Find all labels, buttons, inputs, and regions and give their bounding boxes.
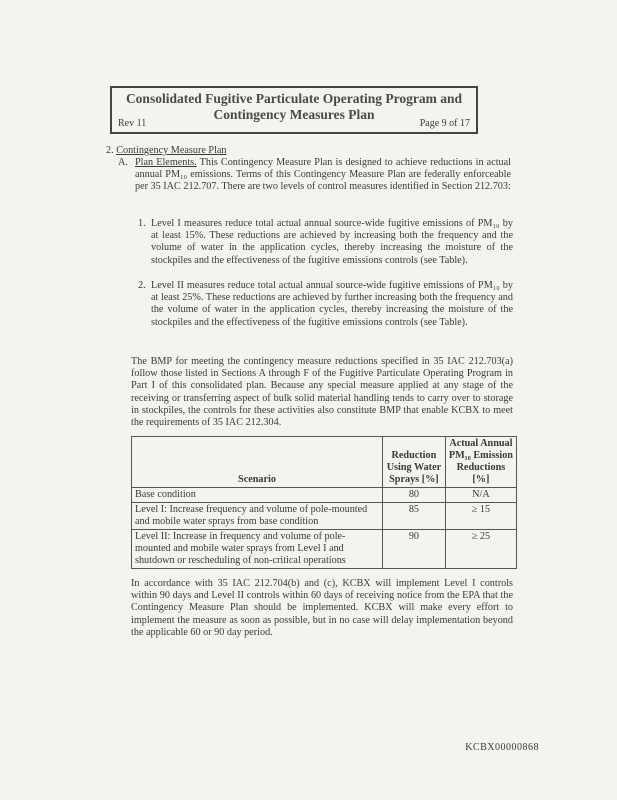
level-2-text: Level II measures reduce total actual annual source-wide fugitive emissions of PM₁₀ by at least 25%. These reductions are achieved by further increasing both the frequency and the volume of water in the application cycles, thereby increasing the moisture of the stockpiles and the effectiveness of the fugitive emissions controls (see Table). [151,280,513,328]
header-box [110,86,478,134]
implementation-paragraph: In accordance with 35 IAC 212.704(b) and (c), KCBX will implement Level I controls within 90 days and Level II controls within 60 days of receiving notice from the EPA that the Contingency Measure Plan should be implemented. KCBX will make every effort to implement the measure as soon as possible, but in no case will delay implementation beyond the applicable 60 or 90 day period. [131,578,513,638]
header-reduction: Reduction Using Water Sprays [%] [383,437,446,488]
table-header-row [132,437,517,488]
row-scenario: Level II: Increase in frequency and volume of pole-mounted and mobile water sprays from Level I and shutdown or rescheduling of non-critical operations [132,530,383,569]
item-text [135,157,511,194]
revision-label: Rev 11 [118,118,147,129]
level-1-number: 1. [138,218,146,229]
row-actual: N/A [445,488,516,503]
table-row [132,503,517,530]
page-number: Page 9 of 17 [419,118,470,129]
row-actual: ≥ 15 [445,503,516,530]
table-row [132,488,517,503]
table-row [132,530,517,569]
header-title-line1: Consolidated Fugitive Particulate Operating Program and [125,91,463,106]
section-heading [106,145,227,157]
header-title-line2: Contingency Measures Plan [213,107,375,122]
item-label: A. [118,157,128,168]
row-scenario: Base condition [132,488,383,503]
row-scenario: Level I: Increase frequency and volume of pole-mounted and mobile water sprays from base condition [132,503,383,530]
section-number: 2. [106,145,114,156]
row-reduction: 90 [383,530,446,569]
bates-number: KCBX00000868 [465,742,539,753]
scenario-table [131,436,517,569]
bmp-paragraph: The BMP for meeting the contingency measure reductions specified in 35 IAC 212.703(a) follow those listed in Sections A through F of the Fugitive Particulate Operating Program in Part I of this consolidated plan. Because any special measure applied at any stage of the receiving or transferring aspect of bulk solid material handling tends to carry over to storage in stockpiles, the controls for these activities also constitute BMP that enable KCBX to meet the requirements of 35 IAC 212.304. [131,356,513,429]
header-scenario: Scenario [132,437,383,488]
level-1-text: Level I measures reduce total actual annual source-wide fugitive emissions of PM₁₀ by at least 15%. These reductions are achieved by increasing both the frequency and the volume of water in the application cycles, thereby increasing the moisture of the stockpiles and the effectiveness of the fugitive emissions controls (see Table). [151,218,513,266]
header-actual: Actual Annual PM₁₀ Emission Reductions [%] [445,437,516,488]
row-reduction: 80 [383,488,446,503]
row-actual: ≥ 25 [445,530,516,569]
item-title: Plan Elements. [135,157,197,168]
section-title: Contingency Measure Plan [116,145,227,156]
level-2-number: 2. [138,280,146,291]
item-body: This Contingency Measure Plan is designed to achieve reductions in actual annual PM₁₀ emissions. Terms of this Contingency Measure Plan are federally enforceable per 35 IAC 212.707. There are two levels of control measures identified in Section 212.703: [135,157,511,193]
row-reduction: 85 [383,503,446,530]
